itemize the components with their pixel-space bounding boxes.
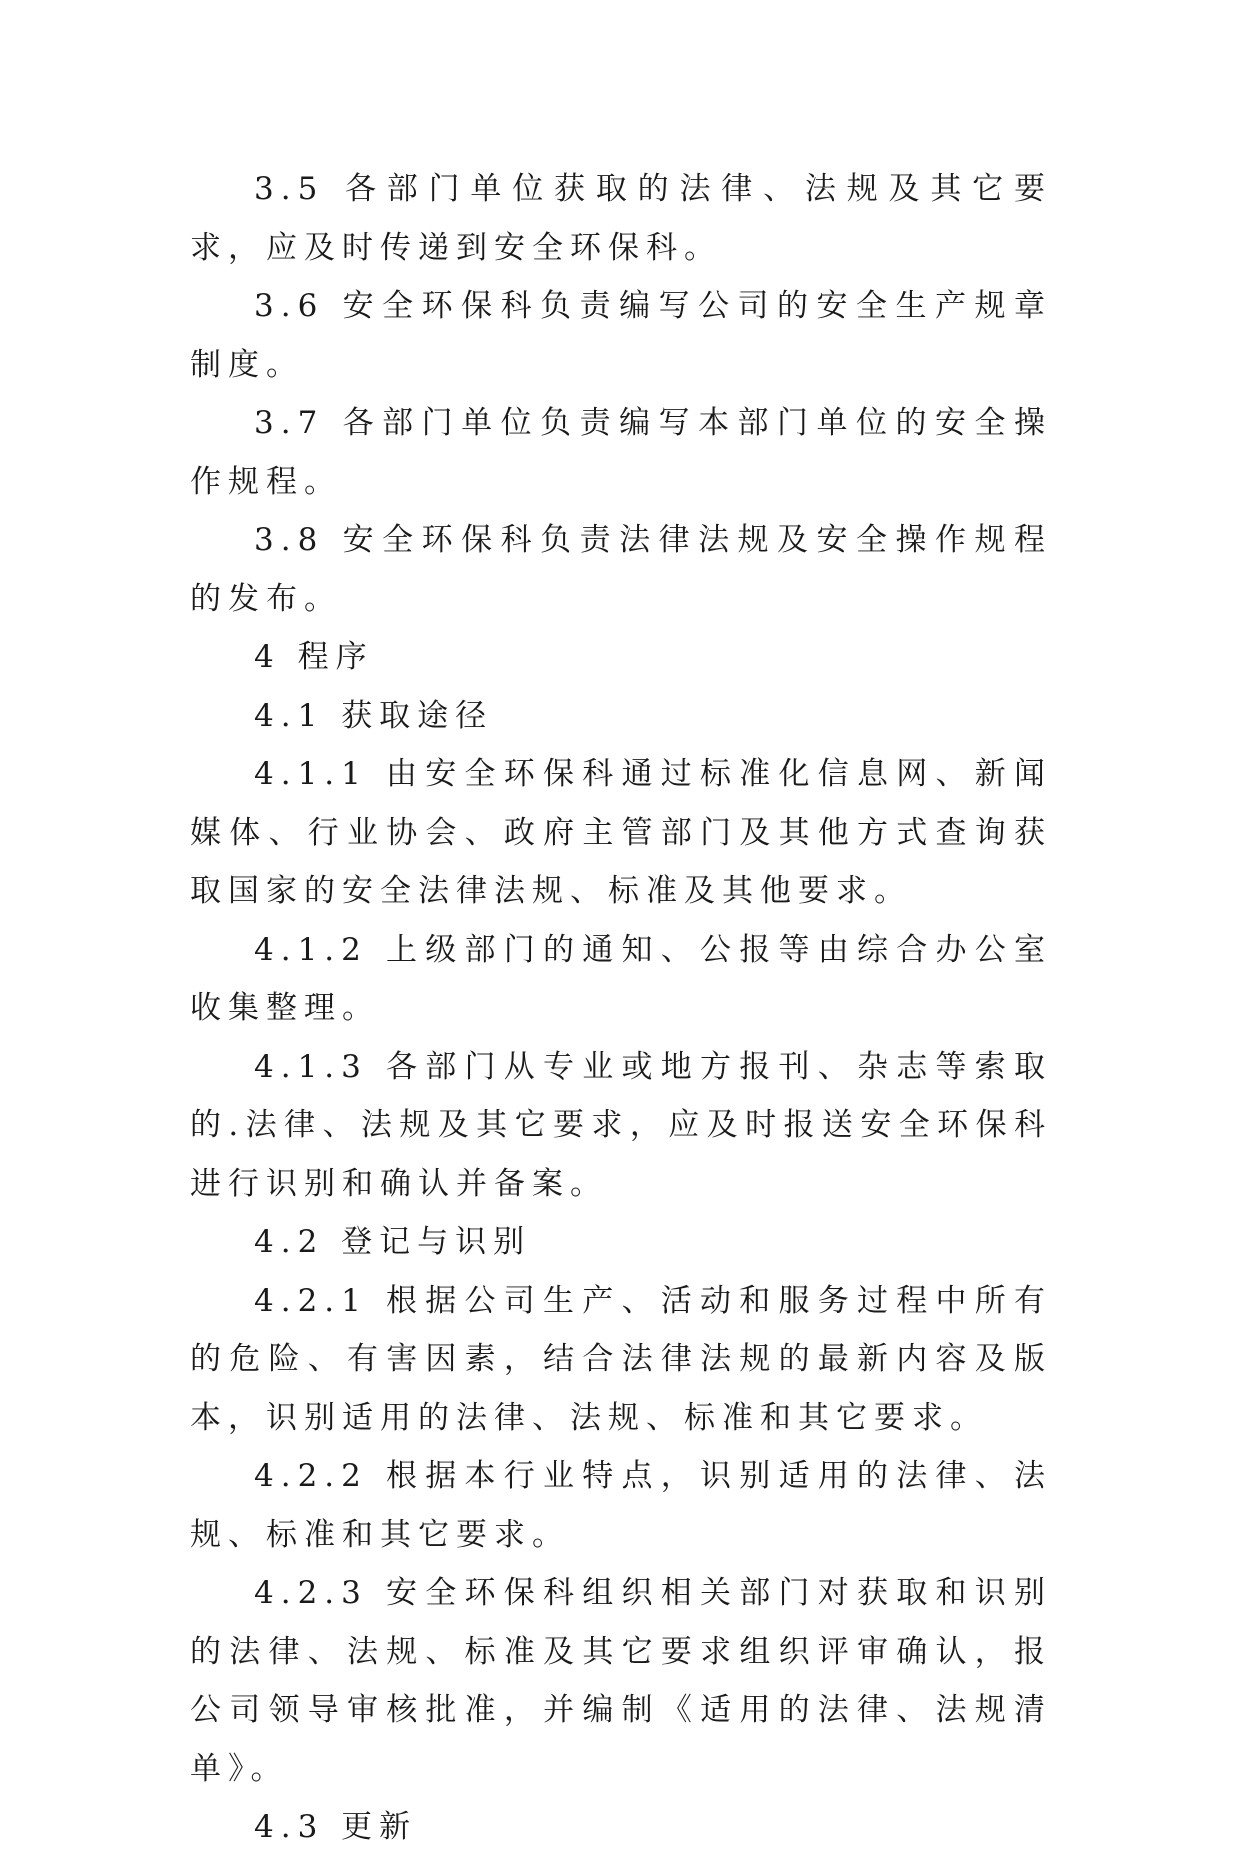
heading-4-procedure: 4 程序 — [254, 639, 374, 675]
paragraph-3-7: 3.7 各部门单位负责编写本部门单位的安全操作规程。 — [190, 405, 1052, 500]
document-body — [190, 160, 1052, 1857]
paragraph-3-8: 3.8 安全环保科负责法律法规及安全操作规程的发布。 — [190, 522, 1052, 617]
paragraph-4-2-3: 4.2.3 安全环保科组织相关部门对获取和识别的法律、法规、标准及其它要求组织评审确认，报公司领导审核批准，并编制《适用的法律、法规清单》。 — [190, 1575, 1052, 1787]
paragraph-4-1-1: 4.1.1 由安全环保科通过标准化信息网、新闻媒体、行业协会、政府主管部门及其他方式查询获取国家的安全法律法规、标准及其他要求。 — [190, 756, 1052, 909]
paragraph-4-1-3: 4.1.3 各部门从专业或地方报刊、杂志等索取的.法律、法规及其它要求，应及时报送安全环保科进行识别和确认并备案。 — [190, 1048, 1052, 1202]
heading-4-3: 4.3 更新 — [254, 1809, 418, 1845]
heading-4-1: 4.1 获取途径 — [254, 697, 494, 734]
paragraph-4-2-2: 4.2.2 根据本行业特点，识别适用的法律、法规、标准和其它要求。 — [190, 1458, 1052, 1553]
paragraph-3-5: 3.5 各部门单位获取的法律、法规及其它要求，应及时传递到安全环保科。 — [190, 171, 1052, 266]
paragraph-3-6: 3.6 安全环保科负责编写公司的安全生产规章制度。 — [190, 288, 1052, 383]
paragraph-4-1-2: 4.1.2 上级部门的通知、公报等由综合办公室收集整理。 — [190, 931, 1052, 1026]
paragraph-4-2-1: 4.2.1 根据公司生产、活动和服务过程中所有的危险、有害因素，结合法律法规的最新内容及版本，识别适用的法律、法规、标准和其它要求。 — [190, 1282, 1052, 1436]
heading-4-2: 4.2 登记与识别 — [254, 1224, 532, 1260]
